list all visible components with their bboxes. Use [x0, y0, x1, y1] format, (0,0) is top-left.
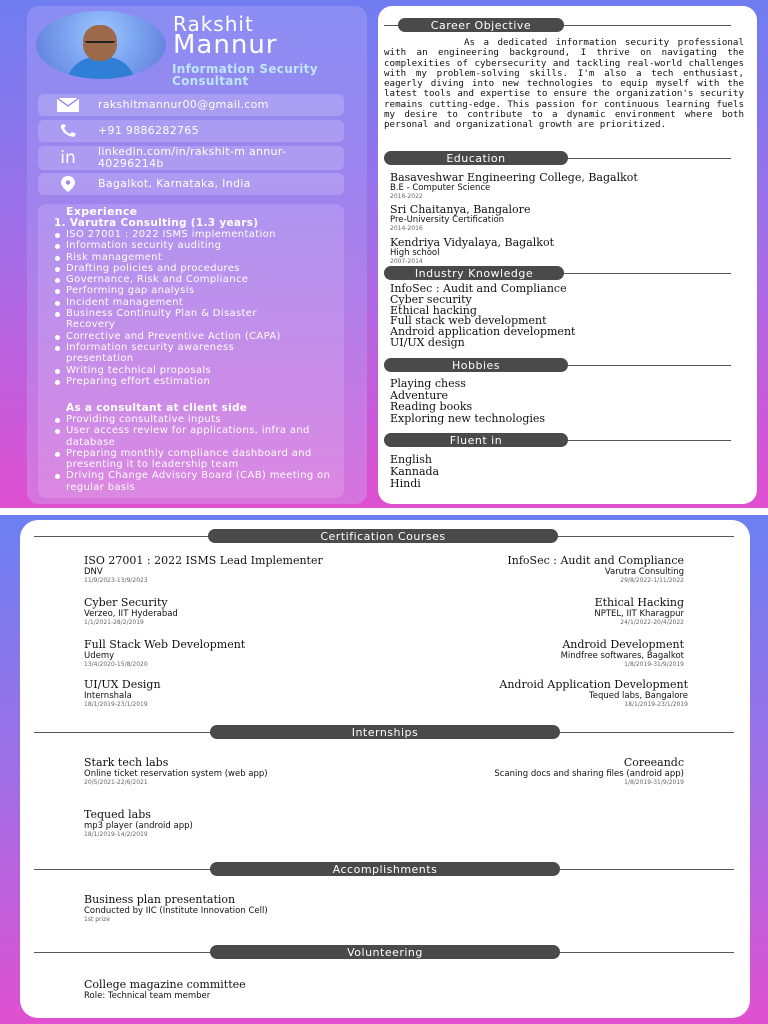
- certification-item: Ethical Hacking NPTEL, IIT Kharagpur 24/1/2022-20/4/2022: [594, 596, 684, 626]
- list-item: Providing consultative inputs: [54, 414, 354, 425]
- linkedin-icon: in: [60, 148, 76, 168]
- career-objective-heading: Career Objective: [398, 18, 564, 32]
- list-item: Cyber security: [390, 292, 472, 306]
- internships-heading: Internships: [210, 725, 560, 739]
- list-item: Governance, Risk and Compliance: [54, 274, 354, 285]
- list-item: Hindi: [390, 476, 421, 490]
- phone-icon: [38, 124, 98, 138]
- education-school: Sri Chaitanya, Bangalore: [390, 203, 531, 216]
- mail-icon: [38, 98, 98, 112]
- list-item: Android application development: [390, 325, 576, 339]
- client-side-title: As a consultant at client side: [66, 402, 248, 414]
- career-objective-text: As a dedicated information security professional with an engineering background, I thrive on navigating the complexities of cybersecurity and tackling real-world challenges with my problem-solving skills. I'm also a tech enthusiast, eagerly diving into new technologies to equip myself with the latest tools and expertise to ensure the organization's security remains cutting-edge. This passion for continuous learning fuels my desire to contribute to a dynamic environment where both personal and organizational growth are prioritized.: [384, 37, 744, 131]
- education-school: Basaveshwar Engineering College, Bagalkot: [390, 171, 638, 184]
- certification-heading: Certification Courses: [208, 529, 558, 543]
- contact-location: Bagalkot, Karnataka, India: [38, 173, 344, 195]
- languages-list: [390, 454, 439, 489]
- education-years: 2016-2022: [390, 193, 423, 200]
- list-item: Preparing effort estimation: [54, 376, 354, 387]
- list-item: Drafting policies and procedures: [54, 263, 354, 274]
- fluent-in-heading: Fluent in: [384, 433, 568, 447]
- list-item: ISO 27001 : 2022 ISMS implementation: [54, 229, 354, 240]
- last-name: Mannur: [173, 30, 278, 60]
- contact-email[interactable]: rakshitmannur00@gmail.com: [38, 94, 344, 116]
- list-item: Writing technical proposals: [54, 365, 354, 376]
- internship-item: Tequed labs mp3 player (android app) 18/1/2019-14/2/2019: [84, 808, 193, 838]
- certification-item: InfoSec : Audit and Compliance Varutra Consulting 29/8/2022-1/11/2022: [507, 554, 684, 584]
- education-heading: Education: [384, 151, 568, 165]
- experience-company: 1. Varutra Consulting (1.3 years): [54, 217, 259, 229]
- list-item: UI/UX design: [390, 335, 465, 349]
- volunteering-item: College magazine committee Role: Technical team member: [84, 978, 246, 1001]
- list-item: Risk management: [54, 252, 354, 263]
- list-item: Incident management: [54, 297, 354, 308]
- job-role: Information Security Consultant: [172, 62, 318, 88]
- certification-item: Full Stack Web Development Udemy 13/4/2020-15/8/2020: [84, 638, 246, 668]
- education-school: Kendriya Vidyalaya, Bagalkot: [390, 236, 554, 249]
- list-item: Adventure: [390, 388, 449, 402]
- hobbies-heading: Hobbies: [384, 358, 568, 372]
- certification-item: Android Application Development Tequed labs, Bangalore 18/1/2019-23/1/2019: [499, 678, 688, 708]
- list-item: Playing chess: [390, 377, 466, 390]
- certification-item: Android Development Mindfree softwares, Bagalkot 1/8/2019-31/9/2019: [560, 638, 684, 668]
- list-item: Ethical hacking: [390, 303, 477, 317]
- accomplishments-heading: Accomplishments: [210, 862, 560, 876]
- first-name: Rakshit: [173, 12, 254, 36]
- contact-linkedin[interactable]: in linkedin.com/in/rakshit-m annur-40296214b: [38, 146, 344, 170]
- list-item: Driving Change Advisory Board (CAB) meeting on regular basis: [54, 470, 336, 493]
- industry-knowledge-list: [390, 284, 575, 349]
- education-years: 2014-2016: [390, 225, 423, 232]
- education-degree: Pre-University Certification: [390, 215, 505, 225]
- list-item: Exploring new technologies: [390, 411, 546, 425]
- certification-item: Cyber Security Verzeo, IIT Hyderabad 1/1/2021-28/2/2019: [84, 596, 178, 626]
- list-item: Kannada: [390, 464, 440, 478]
- list-item: Information security awareness presentation: [54, 342, 284, 365]
- list-item: Performing gap analysis: [54, 285, 354, 296]
- certification-item: ISO 27001 : 2022 ISMS Lead Implementer DNV 11/9/2023-13/9/2023: [84, 554, 323, 584]
- avatar: [36, 11, 166, 79]
- industry-knowledge-heading: Industry Knowledge: [384, 266, 564, 280]
- volunteering-heading: Volunteering: [210, 945, 560, 959]
- internship-item: Stark tech labs Online ticket reservation system (web app) 20/5/2021-22/6/2021: [84, 756, 268, 786]
- education-degree: High school: [390, 248, 440, 258]
- list-item: InfoSec : Audit and Compliance: [390, 282, 567, 295]
- hobbies-list: [390, 378, 545, 424]
- page-divider: [0, 508, 768, 515]
- contact-phone[interactable]: +91 9886282765: [38, 120, 344, 142]
- list-item: Full stack web development: [390, 314, 547, 328]
- list-item: Reading books: [390, 400, 473, 414]
- internship-item: Coreeandc Scaning docs and sharing files (android app) 1/8/2019-31/9/2019: [494, 756, 684, 786]
- experience-list: [54, 229, 354, 387]
- location-icon: [38, 176, 98, 192]
- list-item: Corrective and Preventive Action (CAPA): [54, 331, 354, 342]
- list-item: English: [390, 453, 432, 466]
- accomplishment-item: Business plan presentation Conducted by IIC (Institute Innovation Cell) 1st prize: [84, 893, 268, 923]
- list-item: User access review for applications, infra and database: [54, 425, 336, 448]
- client-side-list: [54, 414, 354, 493]
- list-item: Business Continuity Plan & Disaster Recovery: [54, 308, 304, 331]
- education-years: 2007-2014: [390, 258, 423, 265]
- education-degree: B.E - Computer Science: [390, 183, 491, 193]
- experience-title: Experience: [66, 205, 138, 218]
- list-item: Information security auditing: [54, 240, 354, 251]
- certification-item: UI/UX Design Internshala 18/1/2019-23/1/2019: [84, 678, 161, 708]
- list-item: Preparing monthly compliance dashboard and presenting it to leadership team: [54, 448, 354, 471]
